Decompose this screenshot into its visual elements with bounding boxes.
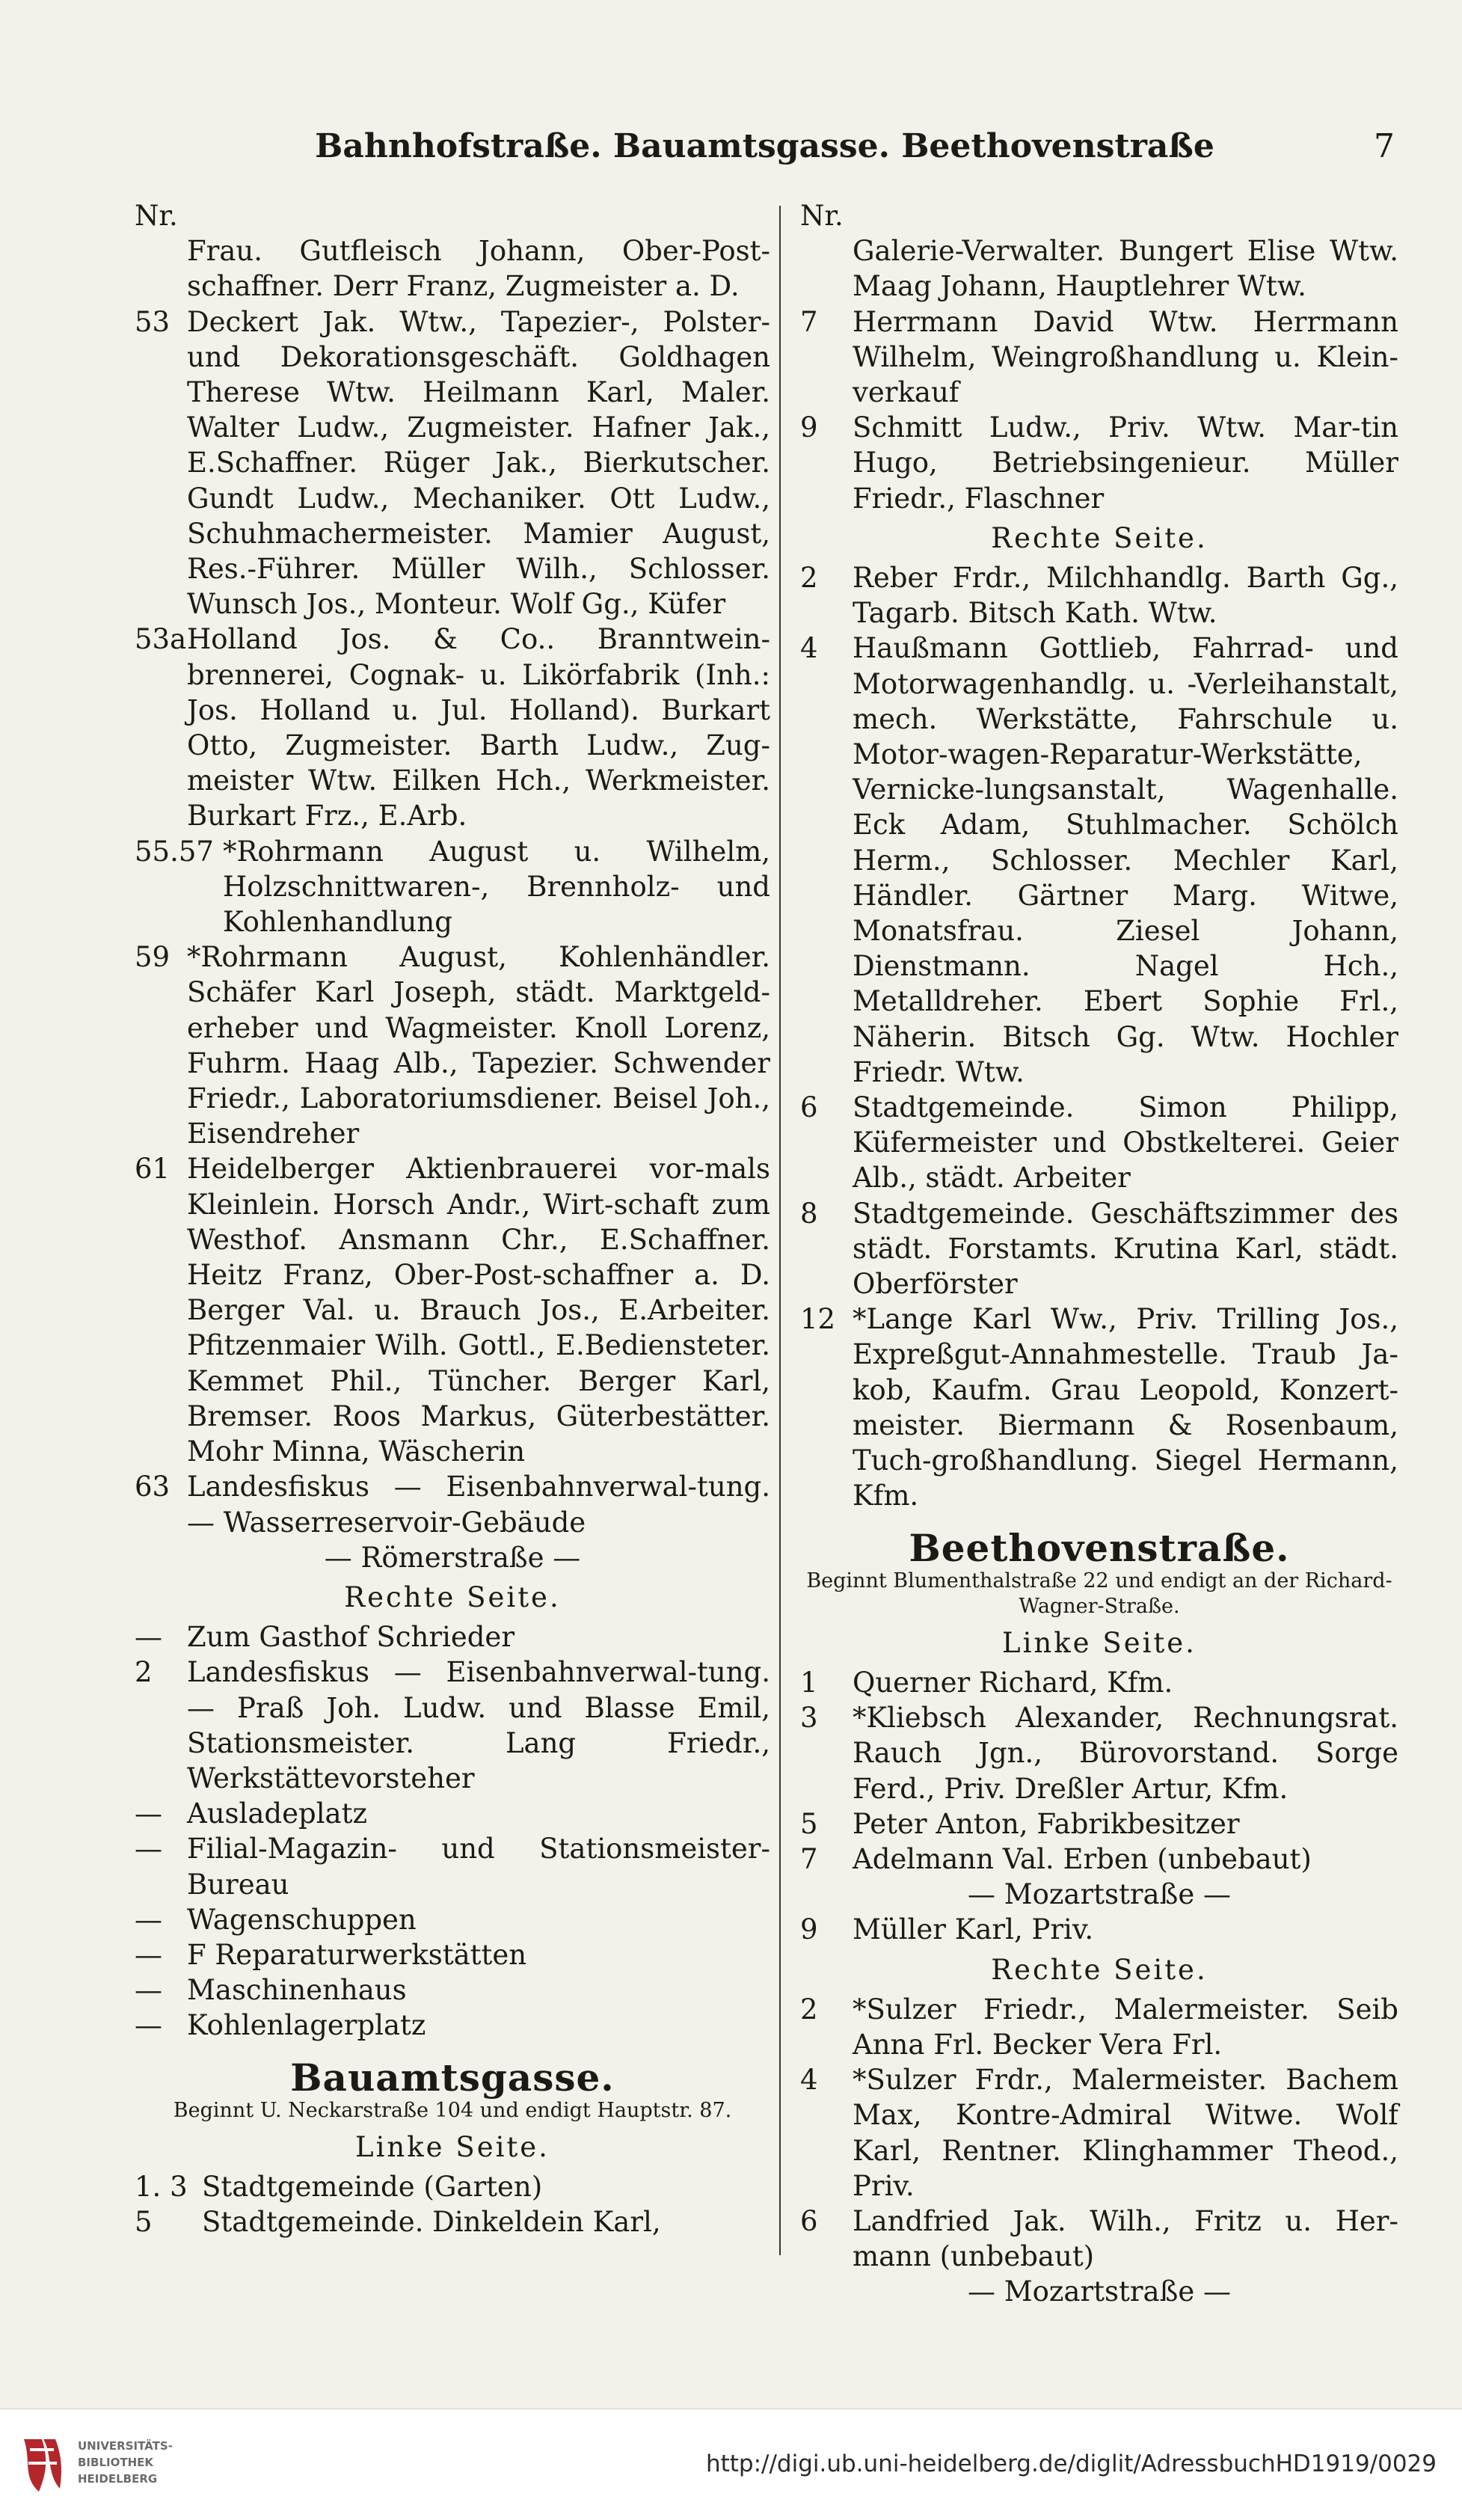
street-title: Bauamtsgasse. [290, 2055, 615, 2100]
library-logo-icon [16, 2432, 67, 2496]
list-item: 9 Müller Karl, Priv. [800, 1913, 1094, 1946]
library-footer [0, 2409, 1462, 2520]
list-item: 4 *Sulzer Frdr., Malermeister. Bachem Max, Kontre-Admiral Witwe. Wolf Karl, Rentner. Klinghammer Theod., Priv. [800, 2064, 1398, 2202]
header-title: Bahnhofstraße. Bauamtsgasse. Beethovenstraße [315, 126, 1214, 165]
list-item: 53a Holland Jos. & Co.. Branntwein-brennerei, Cognak- u. Likörfabrik (Inh.: Jos. Holland u. Jul. Holland). Burkart Otto, Zugmeister. Barth Ludw., Zug-meister Wtw. Eilken Hch., Werkmeister. Burkart Frz., E.Arb. [135, 623, 770, 833]
list-item: 2 *Sulzer Friedr., Malermeister. Seib Anna Frl. Becker Vera Frl. [800, 1993, 1398, 2061]
side-heading: Linke Seite. [1002, 1626, 1197, 1659]
street-description: Beginnt U. Neckarstraße 104 und endigt Hauptstr. 87. [173, 2098, 732, 2122]
cross-street-separator: — Mozartstraße — [967, 1878, 1231, 1911]
list-item: 6 Stadtgemeinde. Simon Philipp, Küfermeister und Obstkelterei. Geier Alb., städt. Arbeiter [800, 1091, 1398, 1195]
cross-street-separator: — Mozartstraße — [967, 2275, 1231, 2308]
side-heading: Rechte Seite. [991, 1953, 1208, 1986]
list-item: Galerie-Verwalter. Bungert Elise Wtw. Maag Johann, Hauptlehrer Wtw. [853, 235, 1398, 303]
side-heading: Rechte Seite. [991, 521, 1208, 554]
list-item: 2 Reber Frdr., Milchhandlg. Barth Gg., Tagarb. Bitsch Kath. Wtw. [800, 562, 1398, 630]
nr-label: Nr. [800, 200, 844, 232]
list-item: — Maschinenhaus [135, 1974, 407, 2007]
street-description: Beginnt Blumenthalstraße 22 und endigt an der Richard-Wagner-Straße. [806, 1569, 1392, 1618]
list-item: — Ausladeplatz [135, 1797, 367, 1830]
left-column [135, 198, 770, 2240]
list-item: — Zum Gasthof Schrieder [135, 1621, 515, 1654]
page-number: 7 [1374, 126, 1395, 165]
running-header [135, 120, 1395, 172]
list-item: 12 *Lange Karl Ww., Priv. Trilling Jos., Expreßgut-Annahmestelle. Traub Ja-kob, Kaufm. Grau Leopold, Konzert-meister. Biermann & Rosenbaum, Tuch-großhandlung. Siegel Hermann, Kfm. [800, 1303, 1398, 1512]
list-item: 7 Adelmann Val. Erben (unbebaut) [800, 1842, 1312, 1875]
cross-street-separator: — Römerstraße — [324, 1541, 581, 1574]
nr-label: Nr. [135, 200, 178, 232]
side-heading: Linke Seite. [355, 2130, 550, 2163]
list-item: 55.57 *Rohrmann August u. Wilhelm, Holzschnittwaren-, Brennholz- und Kohlenhandlung [135, 835, 770, 939]
list-item: 4 Haußmann Gottlieb, Fahrrad- und Motorwagenhandlg. u. -Verleihanstalt, mech. Werkstätte, Fahrschule u. Motor-wagen-Reparatur-Werkstätte, Vernicke-lungsanstalt, Wagenhalle. Eck Adam, Stuhlmacher. Schölch Herm., Schlosser. Mechler Karl, Händler. Gärtner Marg. Witwe, Monatsfrau. Ziesel Johann, Dienstmann. Nagel Hch., Metalldreher. Ebert Sophie Frl., Näherin. Bitsch Gg. Wtw. Hochler Friedr. Wtw. [800, 632, 1398, 1088]
library-name: UNIVERSITÄTS- BIBLIOTHEK HEIDELBERG [78, 2439, 173, 2486]
column-divider [779, 206, 781, 2255]
right-column [800, 198, 1398, 2310]
list-item: 1 Querner Richard, Kfm. [800, 1666, 1173, 1699]
list-item: Frau. Gutfleisch Johann, Ober-Post-schaffner. Derr Franz, Zugmeister a. D. [187, 235, 770, 303]
list-item: 2 Landesfiskus — Eisenbahnverwal-tung. — Praß Joh. Ludw. und Blasse Emil, Stationsmeister. Lang Friedr., Werkstättevorsteher [135, 1656, 770, 1794]
list-item: — Wagenschuppen [135, 1903, 417, 1936]
list-item: 5 Peter Anton, Fabrikbesitzer [800, 1807, 1240, 1840]
list-item: 6 Landfried Jak. Wilh., Fritz u. Her-mann (unbebaut) [800, 2204, 1398, 2273]
list-item: 3 *Kliebsch Alexander, Rechnungsrat. Rauch Jgn., Bürovorstand. Sorge Ferd., Priv. Dreßler Artur, Kfm. [800, 1702, 1398, 1805]
list-item: — F Reparaturwerkstätten [135, 1938, 527, 1971]
list-item: 5 Stadtgemeinde. Dinkeldein Karl, [135, 2206, 661, 2239]
list-item: 61 Heidelberger Aktienbrauerei vor-mals Kleinlein. Horsch Andr., Wirt-schaft zum Westhof. Ansmann Chr., E.Schaffner. Heitz Franz, Ober-Post-schaffner a. D. Berger Val. u. Brauch Jos., E.Arbeiter. Pfitzenmaier Wilh. Gottl., E.Bediensteter. Kemmet Phil., Tüncher. Berger Karl, Bremser. Roos Markus, Güterbestätter. Mohr Minna, Wäscherin [135, 1153, 770, 1468]
list-item: 1. 3 Stadtgemeinde (Garten) [135, 2170, 543, 2203]
source-url-link[interactable]: http://digi.ub.uni-heidelberg.de/diglit/AdressbuchHD1919/0029 [705, 2450, 1437, 2477]
list-item: 9 Schmitt Ludw., Priv. Wtw. Mar-tin Hugo, Betriebsingenieur. Müller Friedr., Flaschner [800, 411, 1398, 515]
side-heading: Rechte Seite. [344, 1581, 561, 1613]
list-item: 7 Herrmann David Wtw. Herrmann Wilhelm, Weingroßhandlung u. Klein-verkauf [800, 305, 1398, 408]
list-item: 63 Landesfiskus — Eisenbahnverwal-tung. — Wasserreservoir-Gebäude [135, 1471, 770, 1539]
list-item: 59 *Rohrmann August, Kohlenhändler. Schäfer Karl Joseph, städt. Marktgeld-erheber und Wagmeister. Knoll Lorenz, Fuhrm. Haag Alb., Tapezier. Schwender Friedr., Laboratoriumsdiener. Beisel Joh., Eisendreher [135, 941, 770, 1150]
list-item: — Kohlenlagerplatz [135, 2009, 426, 2042]
street-title: Beethovenstraße. [909, 1525, 1290, 1570]
list-item: — Filial-Magazin- und Stationsmeister-Bureau [135, 1833, 770, 1901]
list-item: 8 Stadtgemeinde. Geschäftszimmer des städt. Forstamts. Krutina Karl, städt. Oberförster [800, 1197, 1398, 1301]
list-item: 53 Deckert Jak. Wtw., Tapezier-, Polster- und Dekorationsgeschäft. Goldhagen Therese Wtw. Heilmann Karl, Maler. Walter Ludw., Zugmeister. Hafner Jak., E.Schaffner. Rüger Jak., Bierkutscher. Gundt Ludw., Mechaniker. Ott Ludw., Schuhmachermeister. Mamier August, Res.-Führer. Müller Wilh., Schlosser. Wunsch Jos., Monteur. Wolf Gg., Küfer [135, 305, 770, 621]
